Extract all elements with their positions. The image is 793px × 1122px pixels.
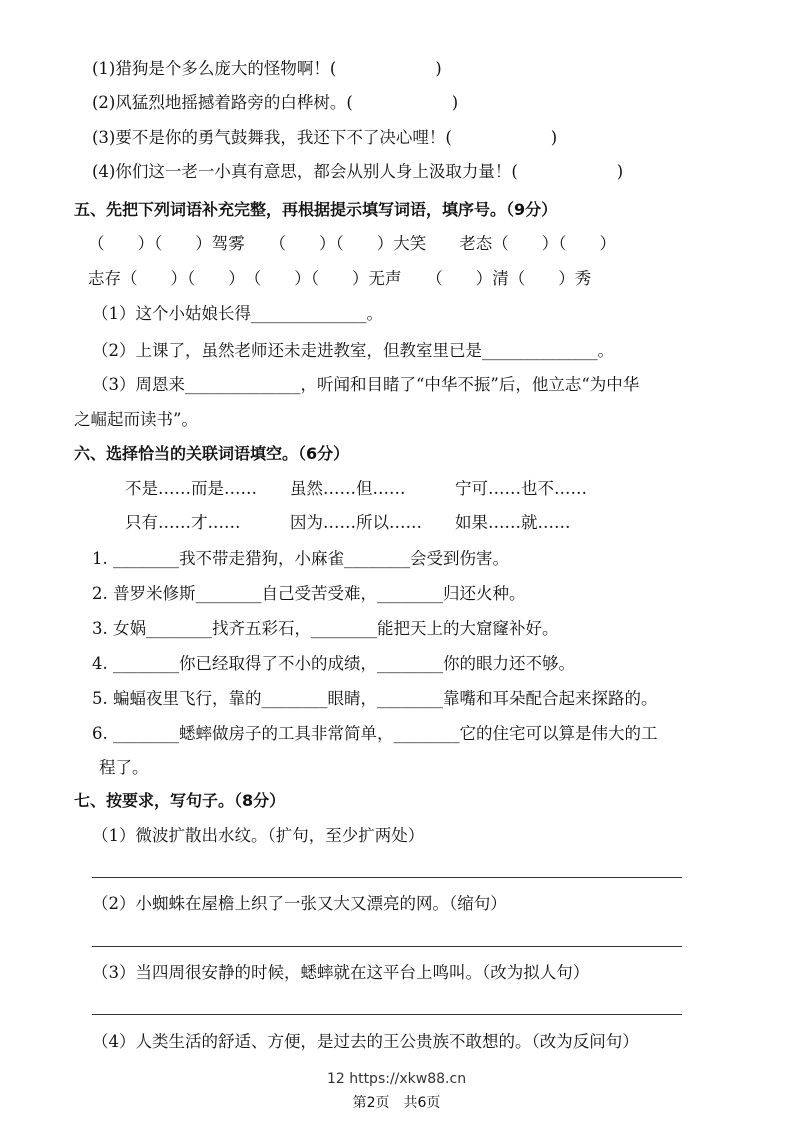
conjunction-item-6: 6. ________蟋蟀做房子的工具非常简单，________它的住宅可以算是伟大的工 (92, 724, 658, 743)
fill-item-3-cont: 之崛起而读书”。 (74, 410, 198, 429)
conjunction-item-1: 1. ________我不带走猎狗，小麻雀________会受到伤害。 (92, 549, 509, 568)
word-row-1: （ ）（ ）驾雾 （ ）（ ）大笑 老态（ ）（ ） (88, 234, 616, 253)
answer-line-3[interactable] (92, 1014, 682, 1015)
watermark-url: 12 https://xkw88.cn (326, 1071, 467, 1087)
conjunction-item-2: 2. 普罗米修斯________自己受苦受难，________归还火种。 (92, 584, 526, 603)
fill-item-1: （1）这个小姑娘长得______________。 (92, 304, 383, 323)
conjunction-item-5: 5. 蝙蝠夜里飞行，靠的________眼睛，________靠嘴和耳朵配合起来探路的。 (92, 689, 658, 708)
answer-line-1[interactable] (92, 877, 682, 878)
sentence-item-4: (4)你们这一老一小真有意思，都会从别人身上汲取力量！( ) (92, 162, 624, 181)
rewrite-item-4: （4）人类生活的舒适、方便，是过去的王公贵族不敢想的。（改为反问句） (92, 1032, 639, 1051)
rewrite-item-1: （1）微波扩散出水纹。（扩句，至少扩两处） (92, 826, 425, 845)
conjunction-item-6-cont: 程了。 (99, 758, 149, 777)
fill-item-3: （3）周恩来______________，听闻和目睹了“中华不振”后，他立志“为中华 (92, 375, 640, 394)
sentence-item-3: (3)要不是你的勇气鼓舞我，我还下不了决心哩！( ) (92, 128, 558, 147)
fill-item-2: （2）上课了，虽然老师还未走进教室，但教室里已是______________。 (92, 341, 614, 360)
conjunction-item-4: 4. ________你已经取得了不小的成绩，________你的眼力还不够。 (92, 654, 575, 673)
conjunction-options-row-1: 不是……而是…… 虽然……但…… 宁可……也不…… (125, 479, 587, 498)
rewrite-item-3: （3）当四周很安静的时候，蟋蟀就在这平台上鸣叫。（改为拟人句） (92, 963, 590, 982)
section-5-heading: 五、先把下列词语补充完整，再根据提示填写词语，填序号。（9分） (74, 200, 558, 219)
word-row-2: 志存（ ）（ ） （ ）（ ）无声 （ ）清（ ）秀 (88, 269, 592, 288)
section-6-heading: 六、选择恰当的关联词语填空。（6分） (74, 444, 350, 463)
rewrite-item-2: （2）小蜘蛛在屋檐上织了一张又大又漂亮的网。（缩句） (92, 894, 507, 913)
page-number: 第2页 共6页 (352, 1095, 441, 1111)
section-7-heading: 七、按要求，写句子。（8分） (74, 791, 286, 810)
answer-line-2[interactable] (92, 946, 682, 947)
sentence-item-2: (2)风猛烈地摇撼着路旁的白桦树。( ) (92, 93, 459, 112)
conjunction-options-row-2: 只有……才…… 因为……所以…… 如果……就…… (125, 513, 571, 532)
conjunction-item-3: 3. 女娲________找齐五彩石，________能把天上的大窟窿补好。 (92, 619, 559, 638)
sentence-item-1: (1)猎狗是个多么庞大的怪物啊！( ) (92, 59, 442, 78)
